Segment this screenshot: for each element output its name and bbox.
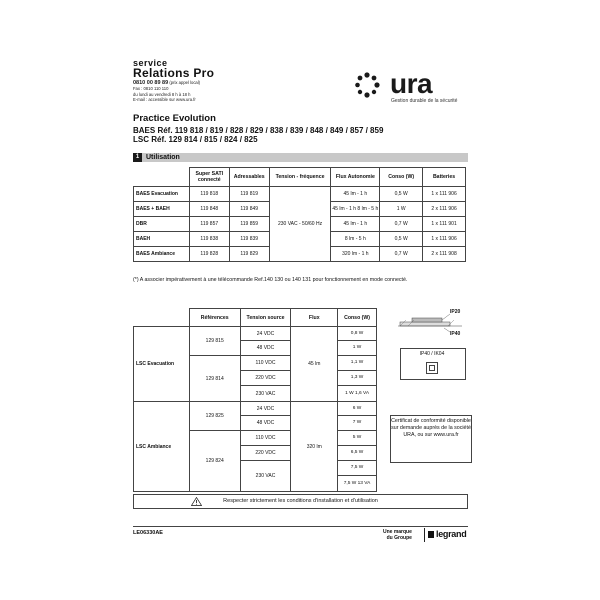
col-header-references: Références (189, 309, 240, 327)
cell-tension: 24 VDC (240, 402, 291, 416)
group-mention (383, 529, 412, 541)
cell-conso: 1,1 W (338, 356, 377, 371)
col-header-adressables: Adressables (229, 168, 269, 187)
ip20-label: IP20 (450, 309, 461, 315)
cell-flux: 320 lm - 1 h (331, 247, 380, 262)
table-row (134, 187, 466, 202)
lsc-table (133, 308, 377, 492)
cell-sati: 119 828 (189, 247, 229, 262)
certificate-note: Certificat de conformité disponible sur demande auprès de la société URA, ou sur www.ura.fr (390, 415, 472, 463)
service-label: service (133, 58, 168, 68)
ref-129814: 129 814 (189, 356, 240, 402)
cell-conso: 1 W (338, 341, 377, 356)
cell-tension: 48 VDC (240, 416, 291, 431)
ura-logo-text: ura (390, 68, 433, 99)
service-hours: du lundi au vendredi 8 h à 18 h (133, 91, 191, 97)
cell-addr: 119 829 (229, 247, 269, 262)
service-fax: Fax : 0810 110 110 (133, 86, 169, 92)
col-header-tension-source: Tension source (240, 309, 291, 327)
double-insulation-inner-icon (429, 365, 435, 371)
ura-tagline: Gestion durable de la sécurité (391, 98, 458, 104)
group-label-evacuation: LSC Evacuation (134, 327, 190, 402)
marque-line1: Une marque (383, 529, 412, 535)
cell-sati: 119 848 (189, 202, 229, 217)
cell-conso: 6 W (338, 402, 377, 416)
cell-batt: 1 x 111 906 (423, 232, 466, 247)
section-number: 1 (133, 153, 142, 162)
section-title: Utilisation (146, 154, 180, 161)
ref-129825: 129 825 (189, 402, 240, 431)
legrand-logo-text: legrand (436, 529, 467, 539)
cell-conso: 1,3 W (338, 371, 377, 386)
legrand-logo-icon (428, 531, 434, 538)
cell-batt: 1 x 111 901 (423, 217, 466, 232)
cell-conso: 7,5 W (338, 461, 377, 476)
service-name: Relations Pro (133, 66, 215, 80)
cell-conso: 7,5 W 13 VA (338, 476, 377, 492)
cell-flux: 45 lm - 1 h (331, 217, 380, 232)
ip40-label: IP40 (450, 331, 461, 337)
cell-tension: 220 VDC (240, 446, 291, 461)
service-email: E-mail : accessible sur www.ura.fr (133, 96, 196, 102)
col-header-conso: Conso (W) (338, 309, 377, 327)
cell-conso: 5 W (338, 431, 377, 446)
cell-addr: 119 849 (229, 202, 269, 217)
cell-conso: 1 W (380, 202, 423, 217)
cell-tension: 220 VDC (240, 371, 291, 386)
ref-129824: 129 824 (189, 431, 240, 492)
baes-references: BAES Réf. 119 818 / 819 / 828 / 829 / 838 / 839 / 848 / 849 / 857 / 859 (133, 126, 384, 135)
cell-tension: 24 VDC (240, 327, 291, 341)
cell-conso: 0,7 W (380, 217, 423, 232)
footnote: (*) A associer impérativement à une télécommande Ref.140 130 ou 140 131 pour fonctionnement en mode connecté. (133, 277, 408, 283)
cell-batt: 2 x 111 908 (423, 247, 466, 262)
cell-flux: 45 lm - 1 h 8 lm - 5 h (331, 202, 380, 217)
footer-separator (424, 528, 425, 542)
cell-tension: 48 VDC (240, 341, 291, 356)
row-label: DBR (134, 217, 190, 232)
col-header-conso: Conso (W) (380, 168, 423, 187)
cell-conso: 1 W 1,6 VA (338, 386, 377, 402)
row-label: BAES Evacuation (134, 187, 190, 202)
cell-flux-evacuation: 45 lm (291, 327, 338, 402)
cell-conso: 0,8 W (338, 327, 377, 341)
cell-sati: 119 818 (189, 187, 229, 202)
cell-flux-ambiance: 320 lm (291, 402, 338, 492)
cell-conso: 0,5 W (380, 232, 423, 247)
service-phone-note: (prix appel local) (169, 80, 201, 85)
cell-sati: 119 838 (189, 232, 229, 247)
row-label: BAEH (134, 232, 190, 247)
col-header-tension: Tension - fréquence (269, 168, 331, 187)
section-bar (133, 153, 468, 162)
cell-tension: 230 VAC (240, 461, 291, 492)
cell-conso: 0,5 W (380, 187, 423, 202)
cell-conso: 6,5 W (338, 446, 377, 461)
cell-batt: 1 x 111 906 (423, 187, 466, 202)
marque-line2: du Groupe (386, 535, 412, 541)
row-label: BAES Ambiance (134, 247, 190, 262)
cell-tension: 230 VAC (240, 386, 291, 402)
ref-129815: 129 815 (189, 327, 240, 356)
footer-divider (133, 526, 468, 527)
col-header-batteries: Batteries (423, 168, 466, 187)
cell-addr: 119 819 (229, 187, 269, 202)
row-label: BAES + BAEH (134, 202, 190, 217)
group-label-ambiance: LSC Ambiance (134, 402, 190, 492)
cell-batt: 2 x 111 906 (423, 202, 466, 217)
cell-tension: 110 VDC (240, 431, 291, 446)
ip-ik-label: IP40 / IK04 (419, 351, 445, 357)
cell-flux: 45 lm - 1 h (331, 187, 380, 202)
cell-addr: 119 859 (229, 217, 269, 232)
service-phone: 0810 00 89 89 (133, 80, 169, 86)
page-title: Practice Evolution (133, 113, 216, 124)
lsc-references: LSC Réf. 129 814 / 815 / 824 / 825 (133, 135, 258, 144)
cell-tension: 110 VDC (240, 356, 291, 371)
cell-sati: 119 857 (189, 217, 229, 232)
col-header-flux: Flux (291, 309, 338, 327)
document-number: LE06330AE (133, 530, 163, 536)
col-header-flux: Flux Autonomie (331, 168, 380, 187)
warning-text: Respecter strictement les conditions d'installation et d'utilisation (223, 498, 378, 504)
cell-conso: 7 W (338, 416, 377, 431)
cell-addr: 119 839 (229, 232, 269, 247)
cell-conso: 0,7 W (380, 247, 423, 262)
baes-table (133, 167, 466, 262)
cell-flux: 8 lm - 5 h (331, 232, 380, 247)
service-contact (133, 80, 200, 102)
cell-tension: 230 VAC - 50/60 Hz (269, 187, 331, 262)
col-header-sati: Super SATI connecté (189, 168, 229, 187)
